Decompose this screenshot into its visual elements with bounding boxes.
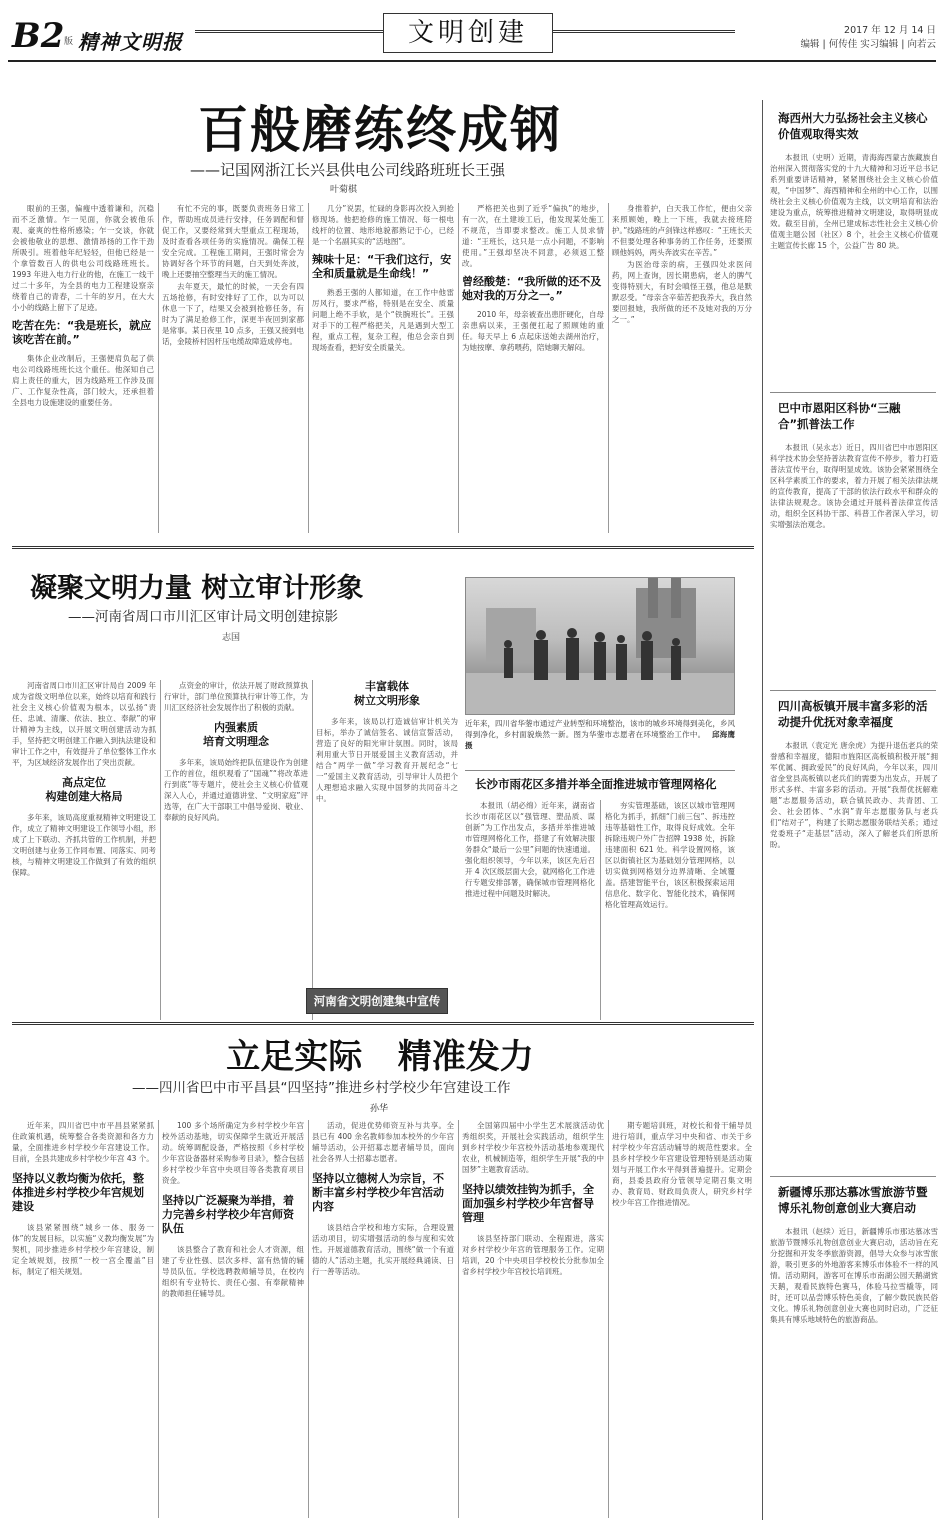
article1-col2 [162, 203, 304, 533]
photo-credit: 邱海鹰 摄 [465, 730, 735, 750]
photo-scene-illustration [466, 578, 735, 715]
article2-col2-text: 点资金的审计，依法开展了财政预算执行审计，部门单位预算执行审计等工作，为川汇区经济社会发展作出了积极的贡献。 [164, 681, 308, 712]
sidebar-item-3 [770, 698, 938, 1170]
article1-col2-text: 有忙不完的事，既要负责班务日常工作，帮助班成员进行安排，任务调配和督促工作，又要经常到大型重点工程现场，及时查看各项任务的实施情况。确保工程安全完成。工程施工期间，王强时常会为协调好各个环节的问题，白天到处奔波，晚上还要抽空整理当天的施工情况。 [162, 204, 304, 279]
article1-col1-heading: 吃苦在先：“我是班长，就应该吃苦在前。” [12, 319, 152, 346]
editors: 编辑 | 何传佳 实习编辑 | 向若云 [800, 39, 936, 50]
sidebar-item-3-title: 四川高板镇开展丰富多彩的活动提升优抚对象幸福度 [778, 699, 928, 729]
article3-col2-text: 100 多个场所确定为乡村学校少年宫校外活动基地，切实保障学生就近开展活动。统筹调配设备，严格按照《乡村学校少年宫设备器材采购参考目录》，整合包括乡村学校少年宫中央项目等各类教育项目资金。 [162, 1121, 304, 1185]
article1-col3 [312, 203, 454, 533]
section-title: 文明创建 [407, 18, 528, 48]
article3-col4-text2: 该县坚持部门联动、全程跟进，落实对乡村学校少年宫的管理服务工作。定期培训，20 个中央项目学校校长分批参加全省乡村学校少年宫校长培训班。 [462, 1234, 604, 1276]
article2-author: 志国 [222, 633, 241, 643]
article3-col3-heading: 坚持以立德树人为宗旨，不断丰富乡村学校少年宫活动内容 [312, 1172, 444, 1213]
article3-col4-text: 全国第四届中小学生艺术展演活动优秀组织奖，开展社会实践活动，组织学生到乡村学校少年宫校外活动基地参观现代农业，机械制造等，组织学生开展“我的中国梦”主题教育活动。 [462, 1121, 604, 1174]
article2-col3-heading: 丰富载体 树立文明形象 [354, 680, 420, 707]
article3-col5 [612, 1120, 752, 1518]
article2-col3-text: 多年来，该局以打造诚信审计机关为目标，举办了诚信签名、诚信宣誓活动，营造了良好的阳光审计氛围。同时，该局利用重大节日开展爱国主义教育活动，并结合“两学一做”学习教育开展纪念“七一”爱国主义教育活动，引导审计人员把个人理想追求融入实现中国梦的共同奋斗之中。 [316, 717, 458, 803]
article1-author: 叶菊棋 [330, 185, 358, 195]
news-changsha-col1-text: 本报讯（胡必绵）近年来，湖南省长沙市雨花区以“强管理、塑品质、谋创新”为工作出发点，多措并举推进城市管理网格化工作，搭建了有效解决服务群众“最后一公里”问题的快速通道。强化组织领导，今年以来，该区先后召开 4 次区级层面大会，就网格化工作进行专题安排部署，确保城市管理网格化推进过程中问题及时解决。 [465, 801, 595, 898]
article1-title: 百般磨练终成钢 [198, 100, 562, 159]
article2-bottom-rule [12, 1022, 754, 1025]
article3-subtitle: ——四川省巴中市平昌县“四坚持”推进乡村学校少年宫建设工作 [132, 1080, 511, 1096]
article1-col3-text2: 熟悉王强的人都知道，在工作中他雷厉风行，要求严格，特别是在安全、质量问题上绝不手软，是个“铁腕班长”。王强对手下的工程严格把关，凡是遇到大型工程，重点工程，复杂工程，他总会亲自到现场查看，把好安全质量关。 [312, 288, 454, 352]
article2-subtitle: ——河南省周口市川汇区审计局文明创建掠影 [68, 609, 338, 625]
section-title-box [383, 13, 553, 53]
photo-caption [465, 718, 735, 766]
article3-title: 立足实际 精准发力 [226, 1037, 534, 1077]
news-changsha-title: 长沙市雨花区多措并举全面推进城市管理网格化 [475, 777, 717, 791]
sidebar-item-1-title: 海西州大力弘扬社会主义核心价值观取得实效 [778, 111, 928, 141]
sidebar-item-4-title: 新疆博乐那达慕冰雪旅游节暨博乐礼物创意创业大赛启动 [778, 1185, 928, 1215]
article2-banner-text: 河南省文明创建集中宣传 [313, 994, 441, 1008]
masthead-rule [8, 60, 936, 62]
article2-col3 [316, 680, 458, 980]
article3-col1-text2: 该县紧紧围绕“城乡一体、服务一体”的发展目标，以实施“义教均衡发展”为契机，同步推进乡村学校少年宫建设，制定全域规划，按照“一校一宫全覆盖”目标，制定了相关规划。 [12, 1223, 154, 1276]
article1-col1 [12, 203, 154, 533]
news-changsha-col2 [605, 800, 735, 1020]
article2-banner [306, 988, 448, 1014]
article3-col5-text: 期专题培训班，对校长和骨干辅导员进行培训，重点学习中央和省、市关于乡村学校少年宫活动辅导的规范性要求。全县乡村学校少年宫建设管理特别是活动策划与开展工作水平得到普遍提升。定期会商，县委县政府分管领导定期召集文明办、教育局、财政局负责人，研究乡村学校少年宫工作推进情况。 [612, 1121, 752, 1207]
sidebar-item-1-body: 本报讯（史明）近期，青海海西蒙古族藏族自治州深入贯彻落实党的十九大精神和习近平总书记系列重要讲话精神，紧紧围绕社会主义核心价值观，“中国梦”、海西精神和全州的中心工作，以围绕社会主义核心价值观为主线，以文明培育和法治建设为重点，统筹推进精神文明建设，取得明显成效。截至目前，全州已建成标志性社会主义核心价值观主题公园（社区）8 个，社会主义核心价值观主题宣传长廊 15 个，公益广告 80 块。 [770, 153, 938, 250]
article1-col2-text2: 去年夏天，最忙的时候，一天会有四五场抢修，有时安排好了工作，以为可以休息一下了，结果又会被到抢修任务，有时为了满足抢修工作，深更半夜回到家都是常事。某日夜里 10 点多，王强又接到电话，金陵桥村因杆压电缆故障造成停电。 [162, 282, 304, 346]
article3-col1-heading: 坚持以义教均衡为依托，整体推进乡村学校少年宫规划建设 [12, 1172, 144, 1213]
sidebar-divider [762, 100, 763, 1520]
article2-col1-text: 河南省周口市川汇区审计局自 2009 年成为省级文明单位以来，始终以培育和践行社会主义核心价值观为根本，以弘扬“责任、忠诚、清廉、依法、独立、奉献”的审计精神为主线，以开展文明创建活动为抓手，坚持把文明创建工作融入到执法建设和审计工作之中，有效提升了单位整体工作水平，为区域经济发展作出了突出贡献。 [12, 681, 156, 767]
article2-col2-text2: 多年来，该局始终把队伍建设作为创建工作的首位，组织观看了“国魂”“将改革进行到底”等专题片，使社会主义核心价值观深入人心，并通过道德讲堂、“文明家庭”评选等，在广大干部职工中倡导爱岗、敬业、奉献的良好风尚。 [164, 758, 308, 822]
article2-col1 [12, 680, 156, 1020]
news-photo [465, 577, 735, 715]
sidebar-item-4-body: 本报讯（赵续）近日，新疆博乐市那达慕冰雪旅游节暨博乐礼物创意创业大赛启动，活动旨在充分挖掘和开发冬季旅游资源，倡导大众参与冰雪旅游，吸引更多的外地游客来博乐市体验不一样的风情。活动期间，游客可在博乐市南湖公园天鹅湖赏天鹅，观看民族特色赛马，体验马拉雪橇等，同时，还可以品尝博乐特色美食，了解少数民族民俗文化。博乐礼物创意创业大赛也同时启动，广泛征集具有博乐地域特色的旅游商品。 [770, 1227, 938, 1324]
news-changsha-col2-text: 夯实管理基础，该区以城市管理网格化为抓手，抓细“门前三包”、拆违控违等基础性工作，取得良好成效。全年拆除违规户外广告招牌 1938 处，拆除违建面积 621 处。科学设置网格，该区以街镇社区为基础划分管理网格，以切实做到网格划分边界清晰、全域覆盖。搭建智能平台，该区积极探索运用信息化、数字化、智能化技术，确保网格化管理高效运行。 [605, 801, 735, 909]
article1-col1-text2: 集体企业改制后，王强便肩负起了供电公司线路班班长这个重任。他深知自己肩上责任的重大，因为线路班工作涉及面广、工作复杂性高，部门较大，还承担着全县电力设施建设的重要任务。 [12, 354, 154, 407]
article2-col2-heading: 内强素质 培育文明理念 [203, 721, 269, 748]
article2-col1-text2: 多年来，该局高度重视精神文明建设工作，成立了精神文明建设工作领导小组，形成了上下联动、齐抓共管的工作机制，并把文明创建与业务工作同布置、同落实、同考核，与精神文明建设工作做到了有效的组织保障。 [12, 813, 156, 877]
masthead [0, 0, 944, 64]
sidebar-item-1 [770, 110, 938, 362]
issue-date: 2017 年 12 月 14 日 [844, 25, 936, 36]
article1-col4-text: 严格把关也到了近乎“偏执”的地步，有一次，在土建竣工后，他发现某处施工不规范，当即要求整改。施工人员求情道：“王班长，这只是一点小问题，不影响使用。”王强却坚决不同意，必须返工整改。 [462, 204, 604, 268]
article2-col2 [164, 680, 308, 1020]
article1-bottom-rule [12, 546, 754, 549]
article3-col1 [12, 1120, 154, 1518]
article1-subtitle: ——记国网浙江长兴县供电公司线路班班长王强 [190, 161, 506, 179]
article1-col3-text: 几分”说罢，忙碌的身影再次投入到抢修现场。他把抢修的施工情况、每一根电线杆的位置、地形地貌都熟记于心，已经是一个名副其实的“活地图”。 [312, 204, 454, 246]
photo-caption-text: 近年来，四川省华蓥市通过产业转型和环境整治，该市的城乡环境得到美化，乡风得到净化，乡村面貌焕然一新。图为华蓥市志愿者在环境整治工作中。 [465, 719, 735, 739]
article3-author: 孙华 [370, 1104, 389, 1114]
article1-col1-text: 眼前的王强，偏瘦中透着谦和，沉稳而不乏激情。乍一见面，你就会被他乐观、豪爽的性格所感染；乍一交谈，你就会被他敬业的思想、激情昂扬的工作干劲所吸引。班着他年纪轻轻，但他已经是一个拿管数百人的供电公司线路班班长。1993 年进入电力行业的他，在施工一线干过二十多年，为全县的电力工程建设察亲绕着自己的青春，二十年的岁月，在大大小小的线路上留下了足迹。 [12, 204, 154, 312]
article3-col3-text2: 该县结合学校和地方实际，合理设置活动项目，切实增强活动的参与度和实效性。开展道德教育活动，围绕“做一个有道德的人”活动主题，扎实开展经典诵读、日行一善等活动。 [312, 1223, 454, 1276]
article1-col4 [462, 203, 604, 533]
paper-name-logo: 精神文明报 [78, 30, 183, 54]
article3-col1-text: 近年来，四川省巴中市平昌县紧紧抓住政策机遇，统筹整合各类资源和各方力量，全面推进乡村学校少年宫建设工作。目前，全县共建成乡村学校少年宫 43 个。 [12, 1121, 154, 1163]
article1-col5 [612, 203, 752, 533]
article3-col2 [162, 1120, 304, 1518]
sidebar-item-2-title: 巴中市恩阳区科协“三融合”抓普法工作 [778, 401, 901, 431]
article3-col2-heading: 坚持以广泛凝聚为举措，着力完善乡村学校少年宫师资队伍 [162, 1194, 294, 1235]
sidebar-item-2-body: 本报讯（吴永志）近日，四川省巴中市恩阳区科学技术协会坚持普法教育宣传不停步，着力打造普法宣传平台，取得明显成效。该协会紧紧围绕全区科学素质工作的要求，着力开展了相关法律法规的宣传教育，提高了干部的依法行政水平和群众的法律法规观念。该协会通过开展科普法律宣传活动，组织全区科协干部、科普工作者深入学习，切实增强法治观念。 [770, 443, 938, 529]
sidebar-item-2 [770, 400, 938, 662]
masthead-divider-right [553, 30, 735, 33]
sidebar-item-3-body: 本报讯（袁定光 唐余虎）为提升退伍老兵的荣誉感和幸福度，德阳市旌阳区高板镇积极开展“拥军优属、拥政爱民”的良好风尚，今年以来，四川省金堂县高板镇以老兵们的需要为出发点，开展了形式多样、丰富多彩的活动。开展“我帮优抚解难题”志愿服务活动，联合镇民政办、共青团、工会、社会团体、“水润”青年志愿服务队与老兵们“结对子”，构建了长期志愿服务联结关系；通过党委班子“走基层”活动，深入了解老兵们所思所盼。 [770, 741, 938, 849]
page-number: B2 [12, 16, 65, 56]
article1-col5-text: 身推着护，白天我工作忙，便由父亲来照顾她，晚上一下班，我就去接班陪护。”线路班的卢剑锋这样感叹：“王班长天不但要处理各种事务的工作任务，还要照顾他妈妈，两头奔波实在辛苦。” [612, 204, 752, 257]
article3-col3 [312, 1120, 454, 1518]
article1-col5-text2: 为医治母亲的病，王强四处求医问药，网上查询，因长期患病，老人的脾气变得特别大，有时会嗔怪王强，他总是默默忍受。“母亲含辛茹苦把我养大，我自然要回报她，我所做的还不及她对我的万分之一。” [612, 260, 752, 324]
page-number-suffix: 版 [64, 37, 74, 47]
article3-col4 [462, 1120, 604, 1518]
article3-col2-text2: 该县整合了教育和社会人才资源，组建了专业性强、层次多样、富有热情的辅导员队伍。学校选聘教师辅导员，在校内组织有专业特长、责任心强、有奉献精神的教师担任辅导员。 [162, 1245, 304, 1298]
article1-col4-heading: 曾经酸楚：“我所做的还不及她对我的万分之一。” [462, 275, 602, 302]
masthead-divider [195, 30, 385, 33]
news-changsha-col1 [465, 800, 595, 1020]
article1-col3-heading: 辣味十足：“干我们这行，安全和质量就是生命线！” [312, 253, 452, 280]
article2-col1-heading: 高点定位 构建创建大格局 [45, 776, 123, 803]
article1-col4-text2: 2010 年，母亲被查出患肝硬化，自母亲患病以来，王强便扛起了照顾她的重任。每天早上 6 点起床送她去湖州治疗，为她按摩、拿药喂药，陪她聊天解闷。 [462, 310, 604, 352]
sidebar-item-4 [770, 1184, 938, 1516]
article3-col3-text: 活动，促进优势师资互补与共享。全县已有 400 余名教师参加本校外的少年宫辅导活动，公开招募志愿者辅导员，面向社会各界人士招募志愿者。 [312, 1121, 454, 1163]
article3-col4-heading: 坚持以绩效挂钩为抓手，全面加强乡村学校少年宫督导管理 [462, 1183, 594, 1224]
article2-title: 凝聚文明力量 树立审计形象 [30, 573, 364, 604]
